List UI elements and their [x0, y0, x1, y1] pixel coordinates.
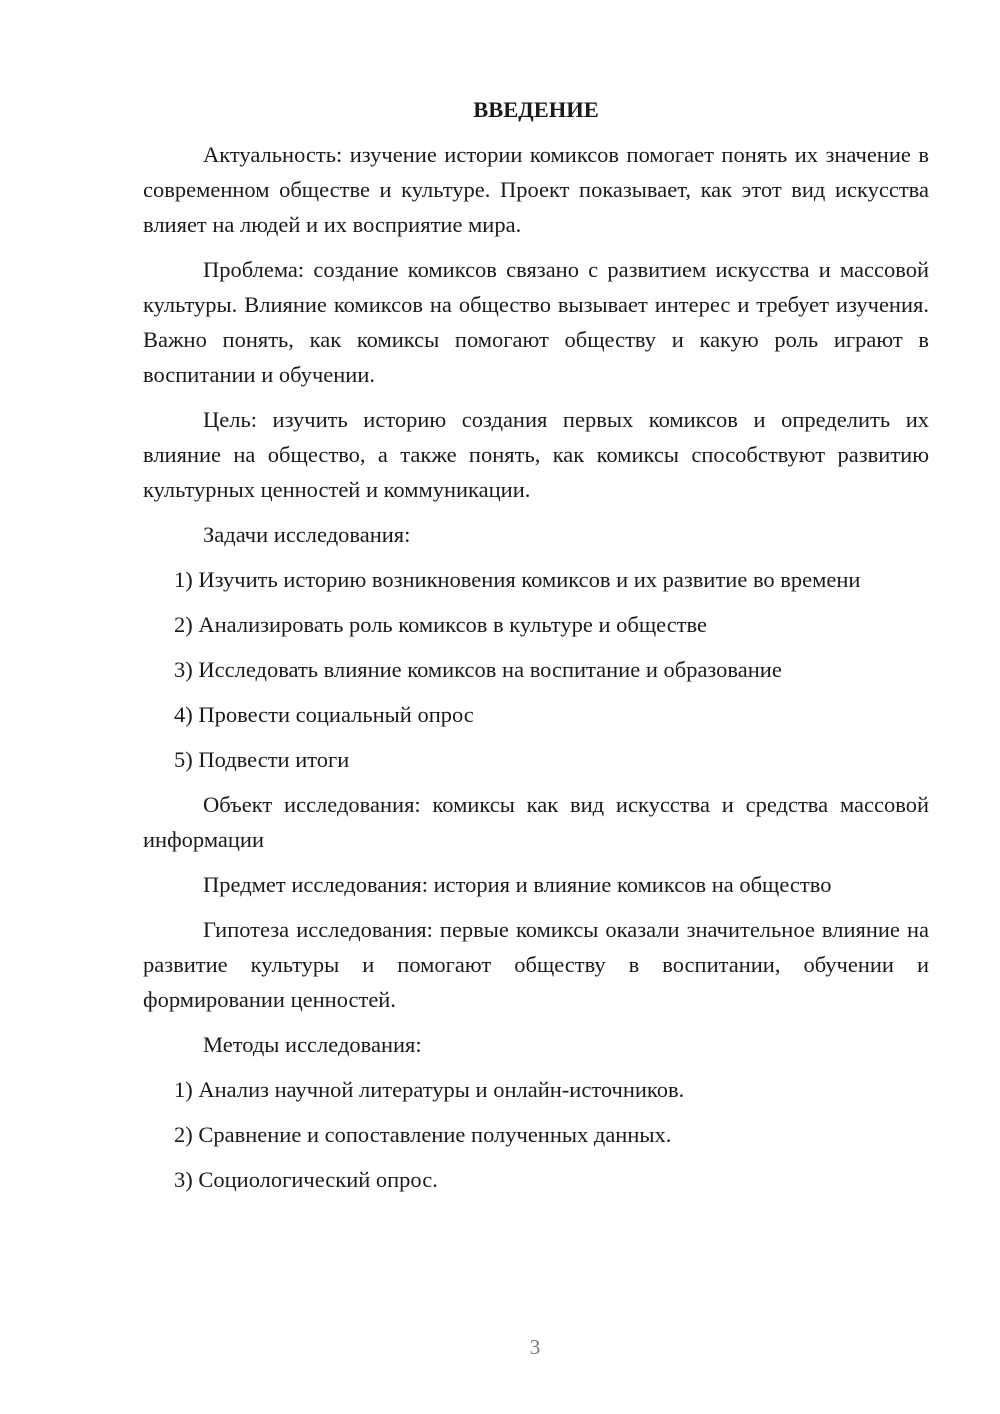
problem-paragraph: Проблема: создание комиксов связано с развитием искусства и массовой культуры. Влияние комиксов на общество вызывает интерес и требует изучения. Важно понять, как комиксы помогают обществу и какую роль играют в воспитании и обучении.: [143, 257, 929, 387]
goal-paragraph: Цель: изучить историю создания первых комиксов и определить их влияние на общество, а также понять, как комиксы способствуют развитию культурных ценностей и коммуникации.: [143, 407, 929, 502]
relevance-paragraph: Актуальность: изучение истории комиксов помогает понять их значение в современном обществе и культуре. Проект показывает, как этот вид искусства влияет на людей и их восприятие мира.: [143, 142, 929, 237]
task-item-5: 5) Подвести итоги: [174, 747, 350, 772]
page-content: [143, 92, 929, 1207]
hypothesis-paragraph: Гипотеза исследования: первые комиксы оказали значительное влияние на развитие культуры и помогают обществу в воспитании, обучении и формировании ценностей.: [143, 917, 929, 1012]
subject-paragraph: Предмет исследования: история и влияние комиксов на общество: [203, 872, 832, 897]
tasks-heading: Задачи исследования:: [203, 522, 411, 547]
methods-heading: Методы исследования:: [203, 1032, 422, 1057]
section-title: ВВЕДЕНИЕ: [473, 97, 599, 122]
method-item-3: 3) Социологический опрос.: [174, 1167, 438, 1192]
page-number: 3: [529, 1335, 541, 1359]
task-item-4: 4) Провести социальный опрос: [174, 702, 474, 727]
task-item-1: 1) Изучить историю возникновения комиксов и их развитие во времени: [174, 567, 861, 592]
method-item-1: 1) Анализ научной литературы и онлайн-источников.: [174, 1077, 685, 1102]
task-item-3: 3) Исследовать влияние комиксов на воспитание и образование: [174, 657, 782, 682]
method-item-2: 2) Сравнение и сопоставление полученных данных.: [174, 1122, 672, 1147]
task-item-2: 2) Анализировать роль комиксов в культуре и обществе: [174, 612, 707, 637]
object-paragraph: Объект исследования: комиксы как вид искусства и средства массовой информации: [143, 792, 929, 852]
